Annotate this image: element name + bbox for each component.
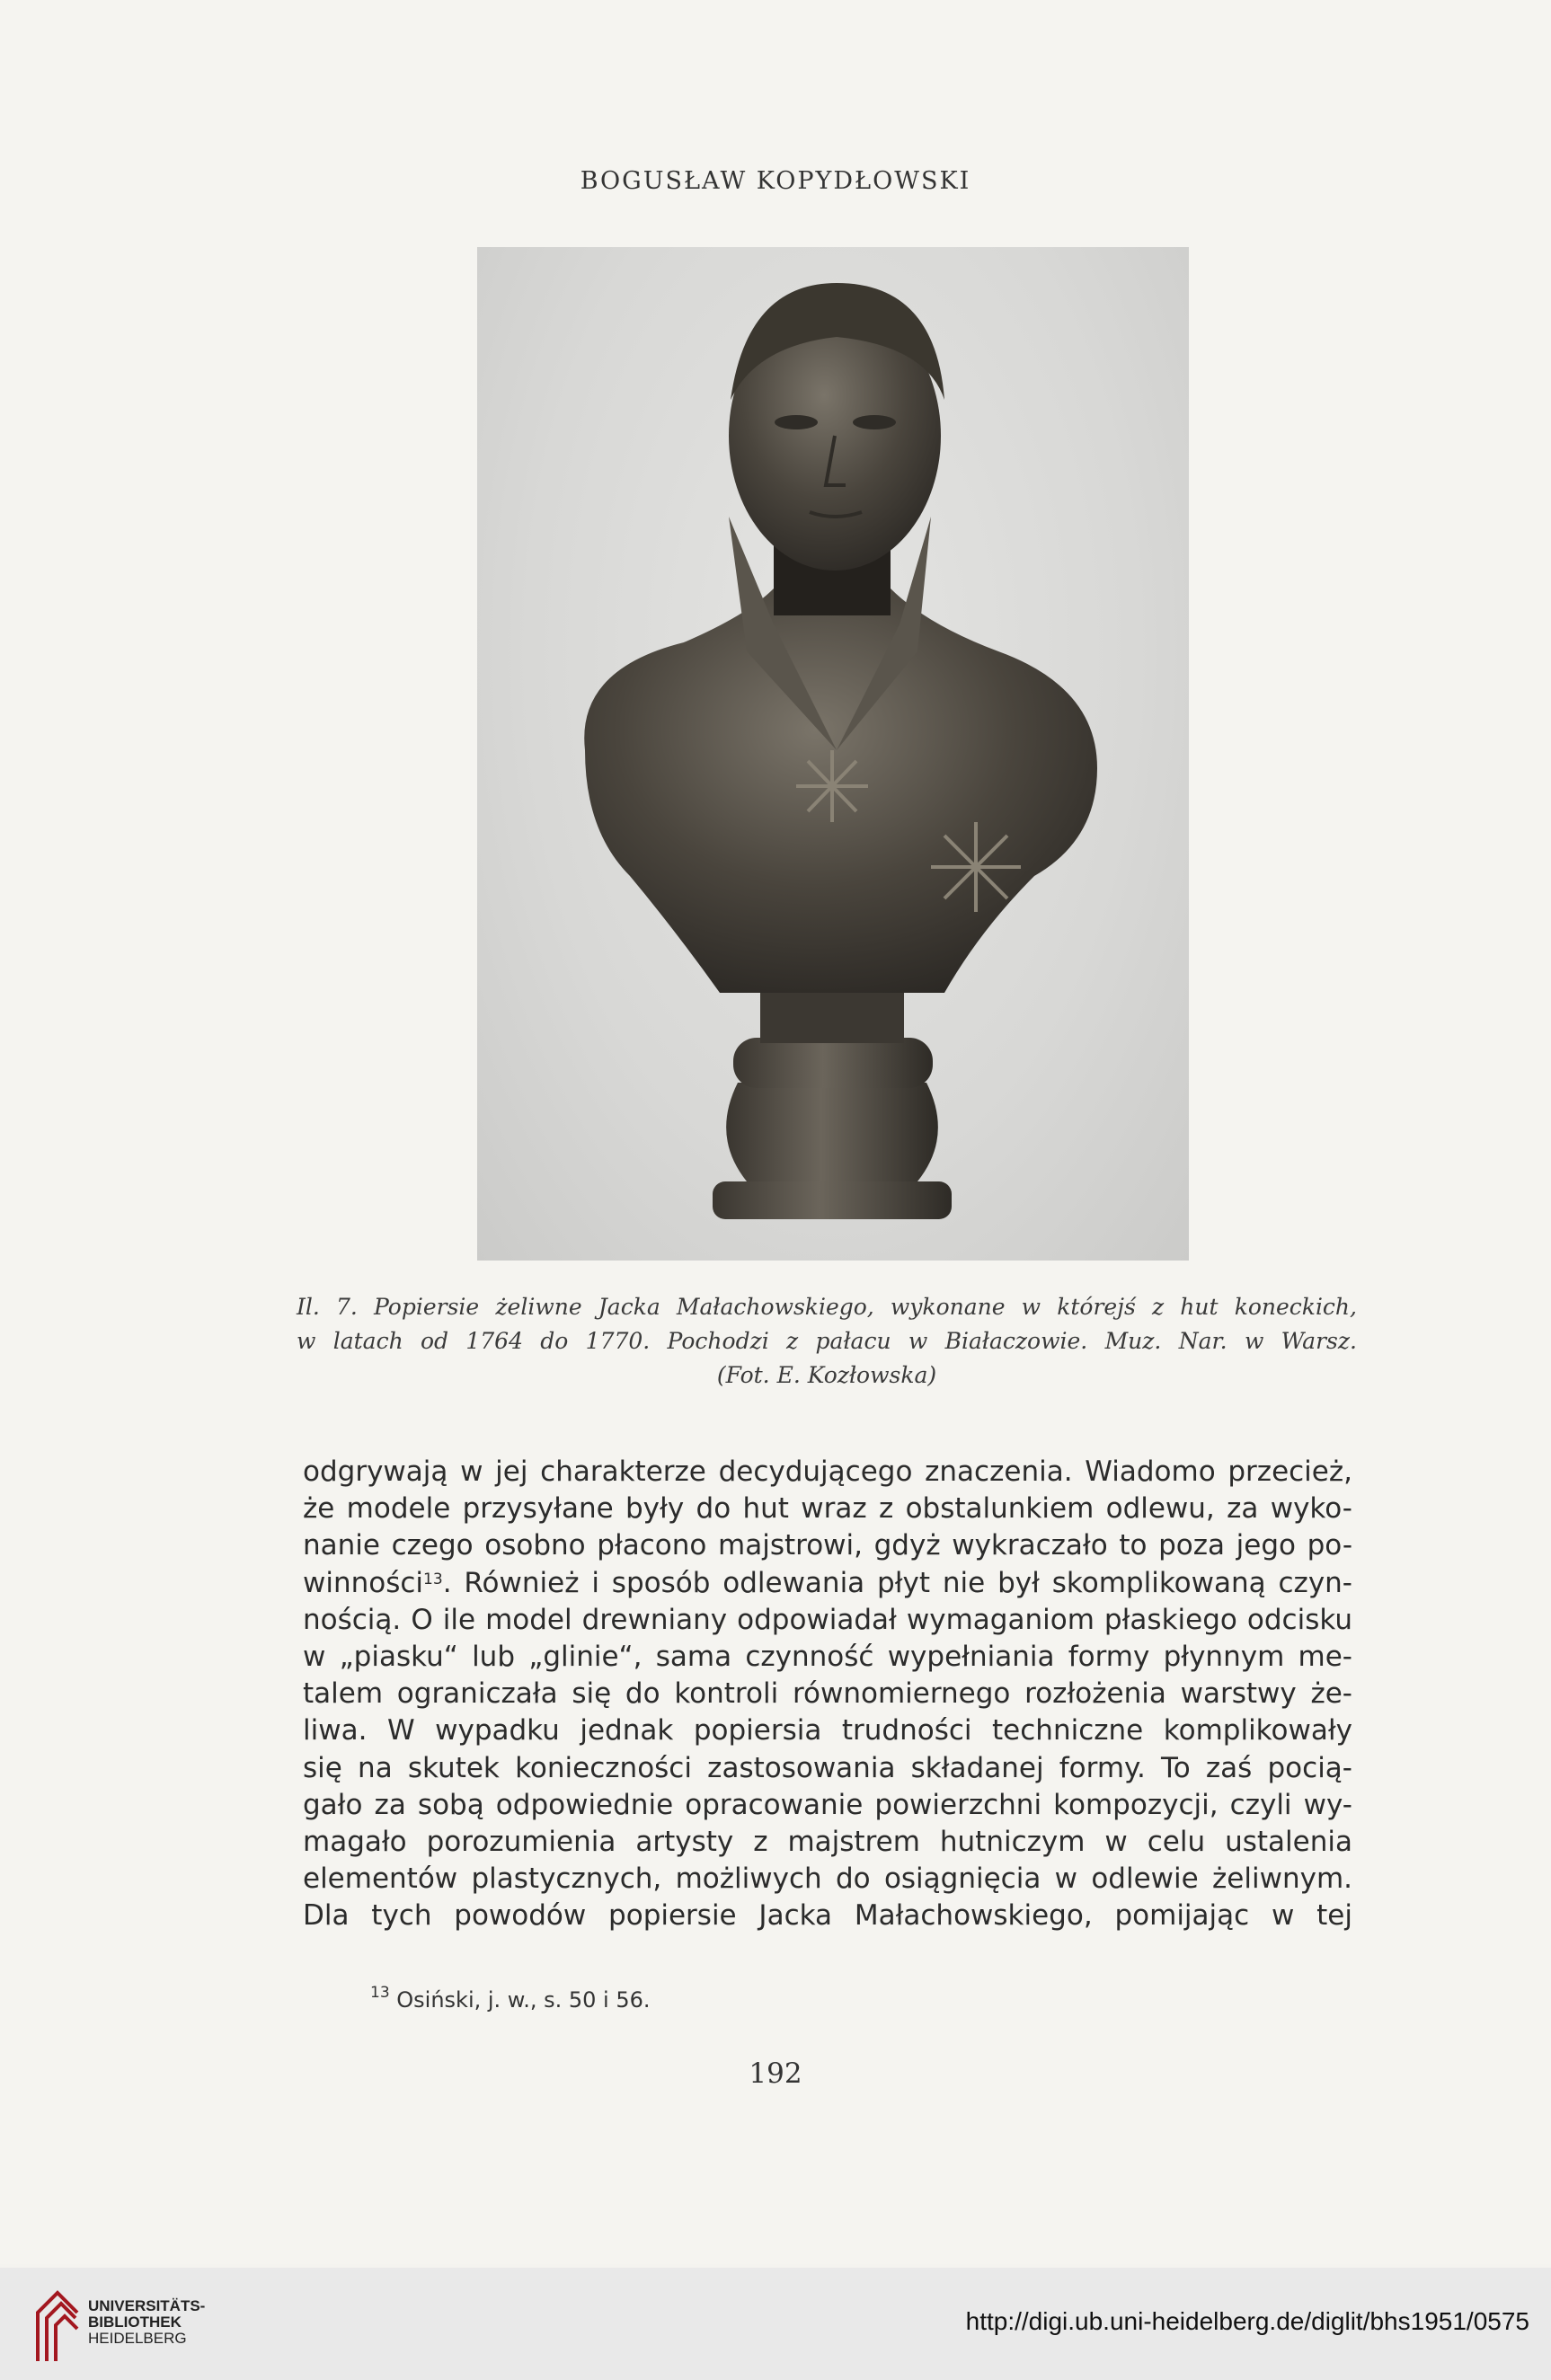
body-line: w „piasku“ lub „glinie“, sama czynność wypełniania formy płynnym me- — [303, 1641, 1352, 1674]
permalink-url[interactable]: http://digi.ub.uni-heidelberg.de/diglit/bhs1951/0575 — [965, 2307, 1529, 2335]
body-line: nością. O ile model drewniany odpowiadał wymaganiom płaskiego odcisku — [303, 1603, 1352, 1636]
figure-caption — [297, 1290, 1357, 1393]
body-line: nanie czego osobno płacono majstrowi, gdyż wykraczało to poza jego po- — [303, 1529, 1352, 1562]
page-number: 192 — [749, 2057, 802, 2090]
bust-illustration — [477, 247, 1189, 1261]
running-head: BOGUSŁAW KOPYDŁOWSKI — [580, 167, 971, 195]
body-line: Dla tych powodów popiersie Jacka Małachowskiego, pomijając w tej — [303, 1899, 1352, 1933]
bust-torso — [584, 588, 1097, 993]
body-line-end: . Również i sposób odlewania płyt nie był skomplikowaną czyn- — [442, 1566, 1352, 1599]
university-library-logo-icon[interactable] — [34, 2286, 81, 2363]
body-line: odgrywają w jej charakterze decydującego znaczenia. Wiadomo przecież, — [303, 1455, 1352, 1488]
bust-eye-right — [853, 415, 896, 429]
body-line: talem ograniczała się do kontroli równomiernego rozłożenia warstwy że- — [303, 1677, 1352, 1711]
body-line-start: winności — [303, 1566, 424, 1599]
library-name-line-2: BIBLIOTHEK — [88, 2314, 182, 2331]
library-name-line-1: UNIVERSITÄTS- — [88, 2297, 206, 2314]
bust-photograph — [477, 247, 1189, 1261]
pedestal-foot — [713, 1181, 952, 1219]
body-paragraph — [303, 1454, 1352, 1935]
body-line: magało porozumienia artysty z majstrem hutniczym w celu ustalenia — [303, 1826, 1352, 1859]
pedestal-top — [733, 1038, 933, 1088]
body-line — [303, 1565, 1352, 1602]
bust-eye-left — [775, 415, 818, 429]
body-line: że modele przysyłane były do hut wraz z obstalunkiem odlewu, za wyko- — [303, 1492, 1352, 1526]
body-line: elementów plastycznych, możliwych do osiągnięcia w odlewie żeliwnym. — [303, 1862, 1352, 1896]
footer-bar — [0, 2268, 1551, 2380]
footnote — [370, 1984, 651, 2013]
library-name[interactable] — [88, 2298, 205, 2347]
pedestal-body — [726, 1083, 938, 1181]
caption-line-2: w latach od 1764 do 1770. Pochodzi z pałacu w Białaczowie. Muz. Nar. w Warsz. — [297, 1328, 1357, 1354]
footnote-reference[interactable]: 13 — [423, 1570, 443, 1588]
footnote-text: Osiński, j. w., s. 50 i 56. — [389, 1987, 651, 2013]
order-star-icon — [931, 822, 1021, 912]
caption-photo-credit: (Fot. E. Kozłowska) — [716, 1362, 937, 1388]
body-line: liwa. W wypadku jednak popiersia trudności techniczne komplikowały — [303, 1714, 1352, 1747]
library-name-line-3: HEIDELBERG — [88, 2330, 187, 2347]
body-line: się na skutek konieczności zastosowania składanej formy. To zaś pocią- — [303, 1751, 1352, 1784]
footnote-number: 13 — [370, 1984, 390, 2002]
body-line: gało za sobą odpowiednie opracowanie powierzchni kompozycji, czyli wy- — [303, 1788, 1352, 1821]
caption-line-1: Il. 7. Popiersie żeliwne Jacka Małachowskiego, wykonane w którejś z hut koneckich, — [297, 1294, 1357, 1320]
